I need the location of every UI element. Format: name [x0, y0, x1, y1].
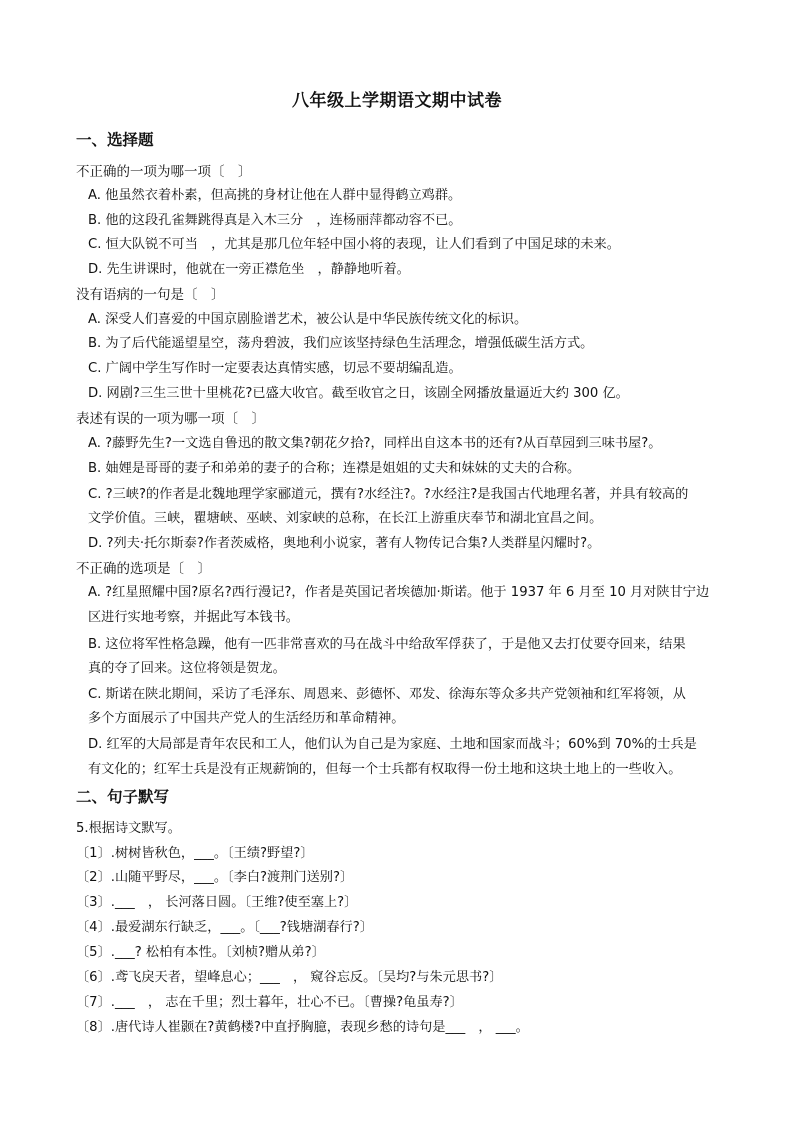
option-a: A. ?红星照耀中国?原名?西行漫记?，作者是英国记者埃德加·斯诺。他于 1937 年 6 月至 10 月对陕甘宁边 [88, 585, 710, 600]
option-d: D. ?列夫·托尔斯泰?作者茨威格，奥地利小说家，著有人物传记合集?人类群星闪耀时?。 [88, 536, 601, 551]
section-heading-dictation: 二、句子默写 [76, 788, 170, 806]
option-b-continuation: 真的夺了回来。这位将领是贺龙。 [88, 661, 286, 676]
option-a-continuation: 区进行实地考察，并据此写本钱书。 [88, 610, 299, 625]
dictation-stem: 5.根据诗文默写。 [76, 821, 181, 836]
question-stem: 没有语病的一句是〔 〕 [76, 287, 225, 303]
question-stem: 不正确的选项是〔 〕 [76, 561, 211, 577]
dictation-item-4: 〔4〕.最爱湖东行缺乏，___。〔___?钱塘湖春行?〕 [76, 920, 373, 935]
option-b: B. 这位将军性格急躁，他有一匹非常喜欢的马在战斗中给敌军俘获了，于是他又去打仗要夺回来，结果 [88, 637, 686, 652]
option-b: B. 妯娌是哥哥的妻子和弟弟的妻子的合称；连襟是姐姐的丈夫和妹妹的丈夫的合称。 [88, 461, 581, 476]
option-a: A. 他虽然衣着朴素，但高挑的身材让他在人群中显得鹤立鸡群。 [88, 188, 462, 203]
option-d: D. 先生讲课时，他就在一旁正襟危坐 ，静静地听着。 [88, 262, 410, 277]
option-c: C. 斯诺在陕北期间，采访了毛泽东、周恩来、彭德怀、邓发、徐海东等众多共产党领袖和红军将领，从 [88, 687, 686, 702]
question-stem: 表述有误的一项为哪一项〔 〕 [76, 411, 265, 427]
dictation-item-2: 〔2〕.山随平野尽，___。〔李白?渡荆门送别?〕 [76, 870, 354, 885]
option-a: A. 深受人们喜爱的中国京剧脸谱艺术，被公认是中华民族传统文化的标识。 [88, 312, 528, 327]
dictation-item-7: 〔7〕.___ ， 志在千里；烈士暮年，壮心不已。〔曹操?龟虽寿?〕 [76, 995, 463, 1010]
option-c-continuation: 多个方面展示了中国共产党人的生活经历和革命精神。 [88, 711, 405, 726]
dictation-item-8: 〔8〕.唐代诗人崔颢在?黄鹤楼?中直抒胸臆，表现乡愁的诗句是___ ， ___。 [76, 1020, 529, 1035]
dictation-item-5: 〔5〕.___? 松柏有本性。〔刘桢?赠从弟?〕 [76, 945, 325, 960]
dictation-item-1: 〔1〕.树树皆秋色，___。〔王绩?野望?〕 [76, 846, 314, 861]
dictation-item-6: 〔6〕.鸢飞戾天者，望峰息心；___ ， 窥谷忘反。〔吴均?与朱元思书?〕 [76, 970, 503, 985]
option-b: B. 为了后代能遥望星空，荡舟碧波，我们应该坚持绿色生活理念，增强低碳生活方式。 [88, 336, 594, 351]
option-c: C. 恒大队锐不可当 ，尤其是那几位年轻中国小将的表现，让人们看到了中国足球的未来。 [88, 237, 620, 252]
option-c-continuation: 文学价值。三峡，瞿塘峡、巫峡、刘家峡的总称，在长江上游重庆奉节和湖北宜昌之间。 [88, 511, 603, 526]
option-d: D. 红军的大局部是青年农民和工人，他们认为自己是为家庭、土地和国家而战斗；60%到 70%的士兵是 [88, 737, 697, 752]
page-title: 八年级上学期语文期中试卷 [292, 91, 502, 111]
option-d-continuation: 有文化的；红军士兵是没有正规薪饷的，但每一个士兵都有权取得一份土地和这块土地上的一些收入。 [88, 762, 682, 777]
question-stem: 不正确的一项为哪一项〔 〕 [76, 164, 252, 180]
dictation-item-3: 〔3〕.___ ， 长河落日圆。〔王维?使至塞上?〕 [76, 895, 358, 910]
option-d: D. 网剧?三生三世十里桃花?已盛大收官。截至收官之日，该剧全网播放量逼近大约 300 亿。 [88, 386, 629, 401]
option-c: C. 广阔中学生写作时一定要表达真情实感，切忌不要胡编乱造。 [88, 361, 462, 376]
option-a: A. ?藤野先生?一文选自鲁迅的散文集?朝花夕拾?，同样出自这本书的还有?从百草园到三味书屋?。 [88, 436, 662, 451]
option-c: C. ?三峡?的作者是北魏地理学家郦道元，撰有?水经注?。?水经注?是我国古代地理名著，并具有较高的 [88, 487, 689, 502]
option-b: B. 他的这段孔雀舞跳得真是入木三分 ，连杨丽萍都动容不已。 [88, 213, 462, 228]
section-heading-choice: 一、选择题 [76, 131, 154, 149]
